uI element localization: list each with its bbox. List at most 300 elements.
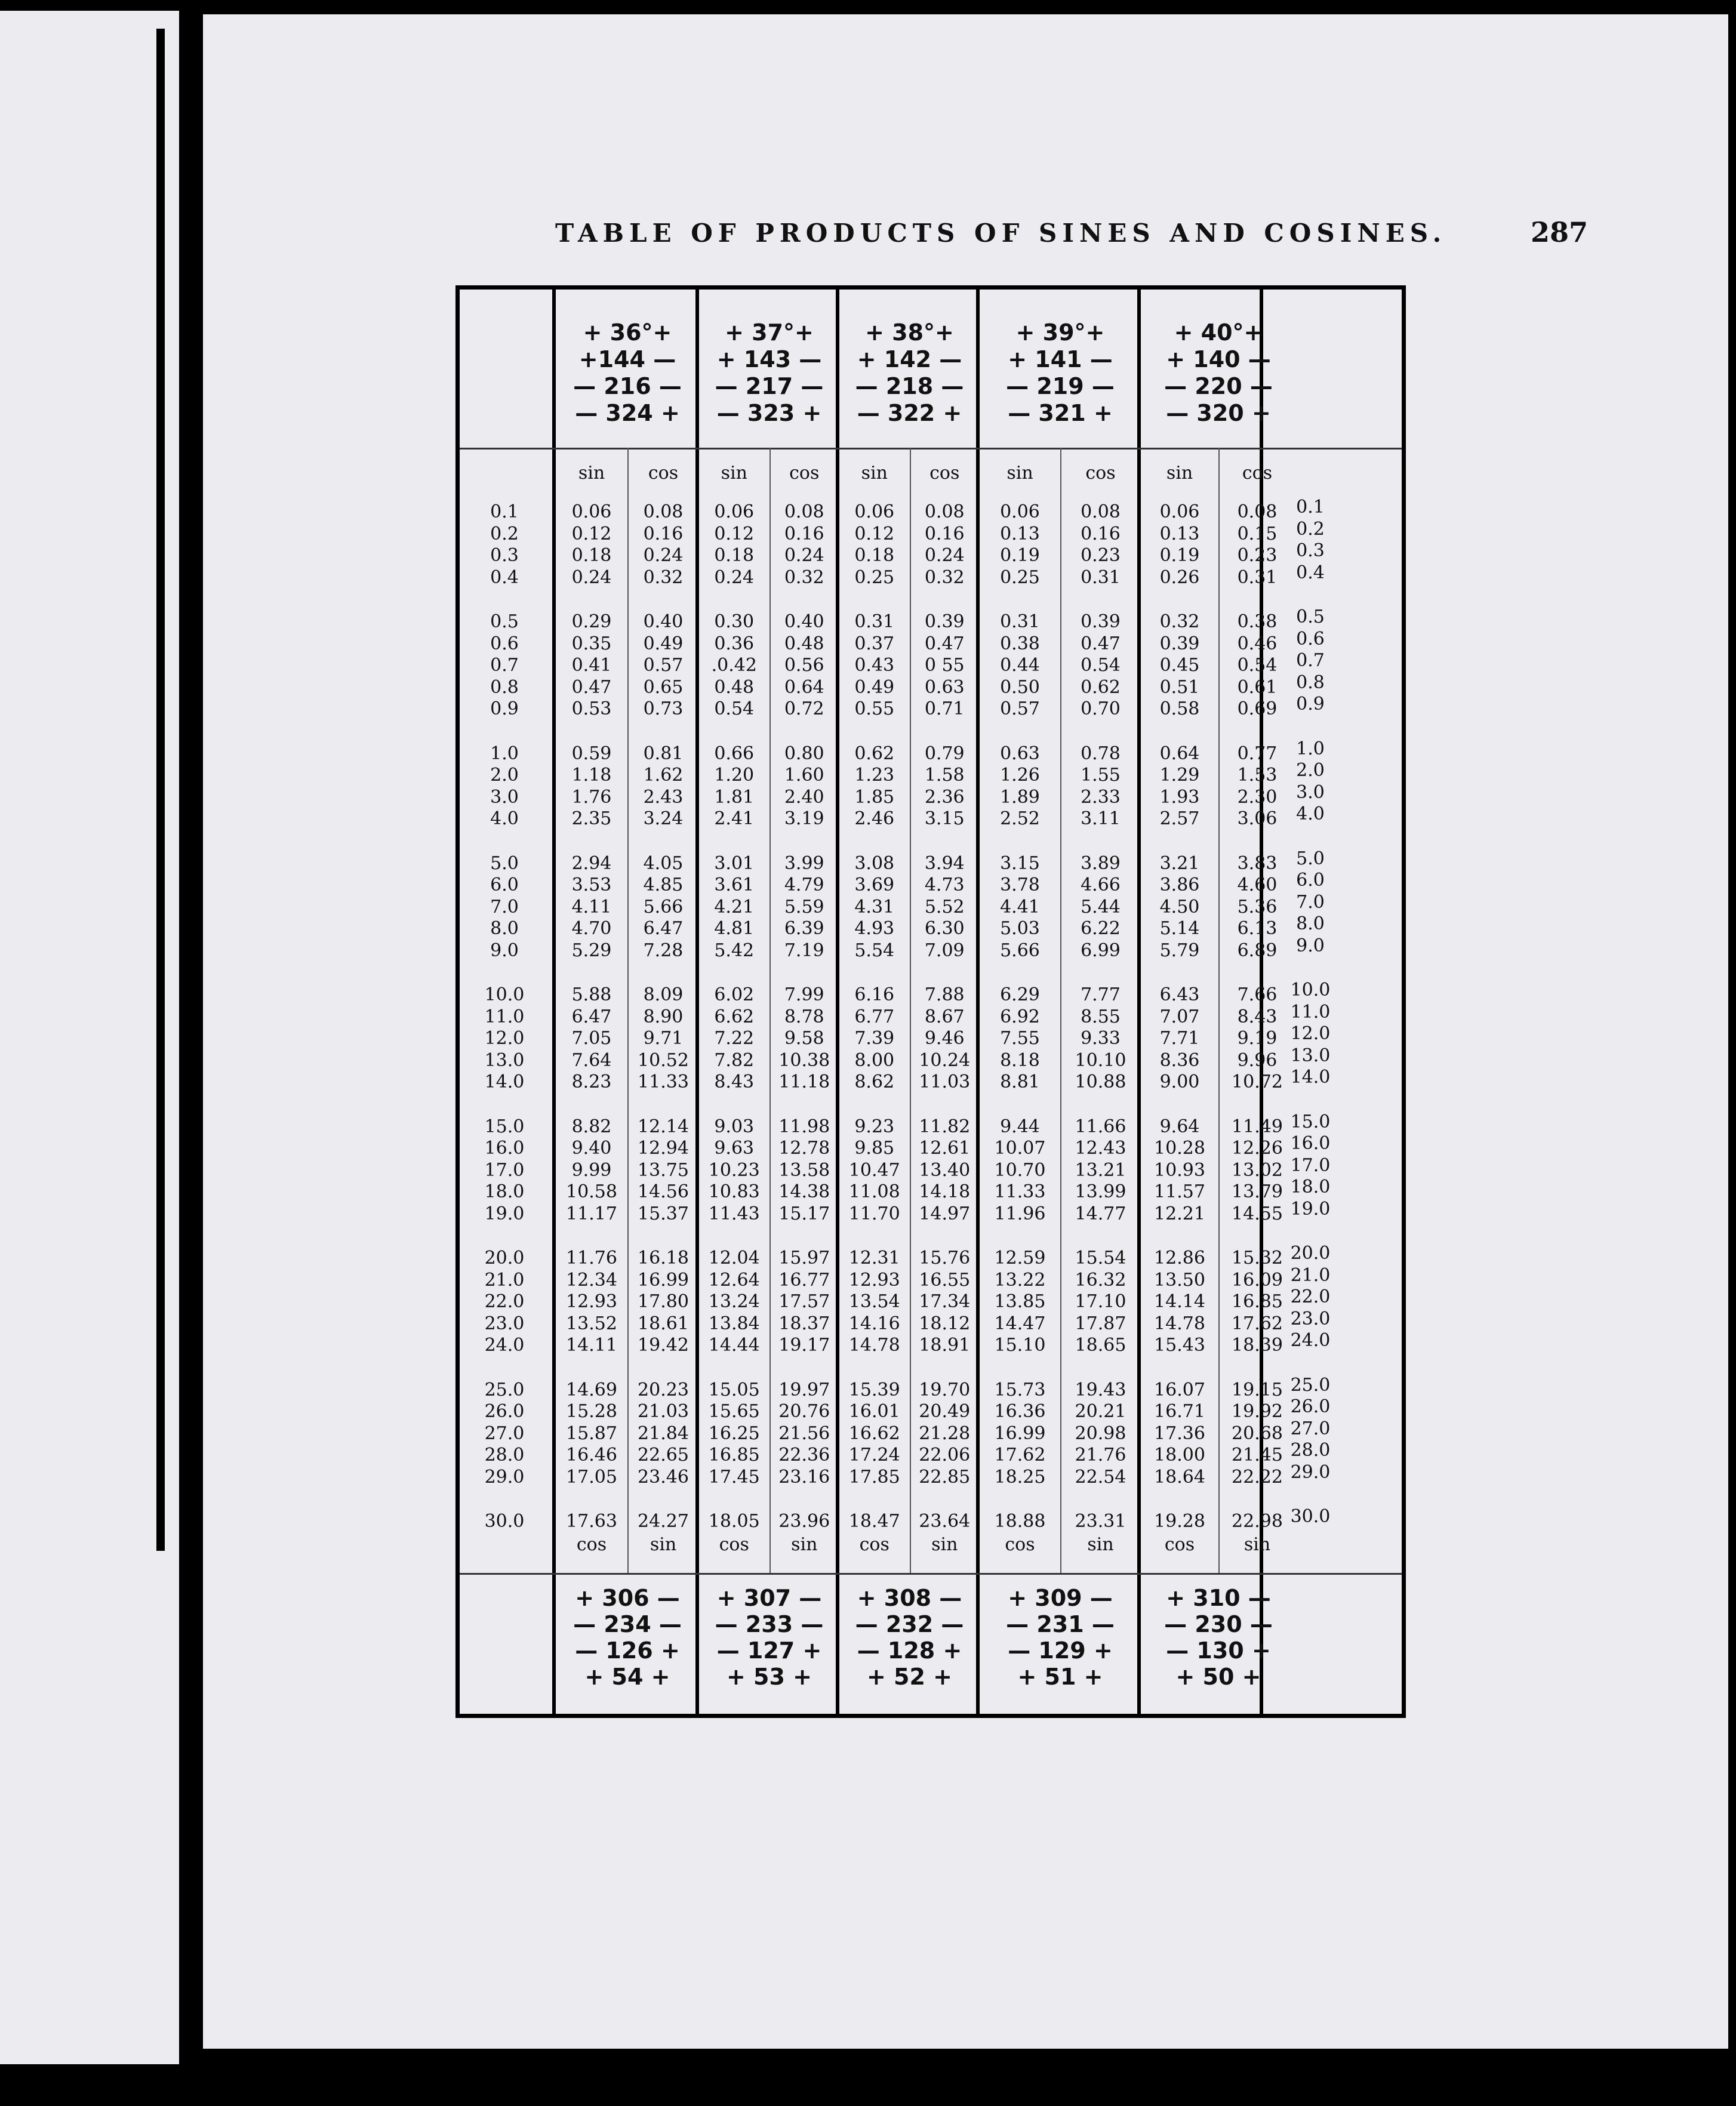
footer-angle-line: — 130 + [1166, 1637, 1271, 1664]
cos-value: 23.46 [638, 1466, 689, 1488]
row-label-left: 21.0 [484, 1269, 525, 1291]
row-label-right: 0.9 [1296, 694, 1325, 715]
sin-value: 0.31 [854, 611, 895, 632]
cos-value: 0.81 [643, 743, 684, 764]
cos-value: 23.96 [778, 1511, 830, 1532]
cos-value: 10.88 [1075, 1072, 1126, 1092]
cos-value: 0.08 [924, 501, 965, 522]
cos-value: 11.33 [638, 1072, 689, 1092]
sin-value: 0.06 [714, 501, 755, 522]
row-label-right: 16.0 [1290, 1133, 1331, 1154]
sin-value: 12.59 [994, 1248, 1046, 1268]
cos-value: 0.38 [1237, 611, 1278, 632]
row-label-left: 23.0 [484, 1313, 525, 1334]
sin-value: 11.17 [566, 1203, 617, 1224]
sin-value: 6.92 [1000, 1006, 1040, 1027]
row-label-left: 0.3 [490, 545, 519, 566]
sin-value: 15.28 [566, 1401, 617, 1422]
sin-value: 3.53 [571, 875, 612, 895]
sin-value: 12.34 [566, 1269, 617, 1291]
sin-value: 4.41 [1000, 896, 1040, 917]
cos-value: 18.37 [778, 1313, 830, 1334]
sin-value: 13.52 [566, 1313, 617, 1334]
sin-value: 3.15 [1000, 852, 1040, 874]
sin-value: 8.23 [571, 1072, 612, 1092]
row-label-left: 25.0 [484, 1379, 525, 1400]
sin-value: 13.22 [994, 1269, 1046, 1291]
sin-value: 6.02 [714, 984, 755, 1005]
cos-value: 23.64 [919, 1511, 971, 1532]
cos-value: 15.32 [1232, 1248, 1283, 1268]
row-label-left: 6.0 [490, 875, 519, 895]
sin-value: 4.21 [714, 896, 755, 917]
sin-value: 17.85 [848, 1466, 900, 1488]
sin-value: 18.47 [848, 1511, 900, 1532]
cos-value: 0.78 [1081, 743, 1121, 764]
sin-value: 9.63 [714, 1138, 755, 1159]
cos-value: 3.83 [1237, 852, 1278, 874]
header-angle-line: — 220 — [1164, 373, 1273, 399]
sin-value: 4.31 [854, 896, 895, 917]
sin-value: 11.57 [1154, 1181, 1205, 1202]
cos-value: 0.08 [1081, 501, 1121, 522]
footer-angle-line: — 127 + [716, 1637, 822, 1664]
row-label-right: 18.0 [1290, 1177, 1331, 1197]
cos-value: 0.70 [1081, 698, 1121, 719]
subcolumn-divider [910, 448, 911, 1573]
cos-value: 8.09 [643, 984, 684, 1005]
facing-page-edge [0, 11, 179, 2064]
cos-value: 14.56 [638, 1181, 689, 1202]
cos-value: 14.18 [919, 1181, 971, 1202]
cos-value: 0.32 [784, 566, 824, 588]
cos-value: 0.39 [1081, 611, 1121, 632]
sin-value: 1.93 [1159, 786, 1200, 808]
sin-value: 0.26 [1159, 566, 1200, 588]
row-label-left: 10.0 [484, 984, 525, 1005]
cos-value: 3.15 [924, 808, 965, 829]
footer-angle-line: + 50 + [1175, 1664, 1261, 1690]
sin-label: sin [791, 1534, 818, 1555]
cos-label: cos [1085, 463, 1116, 484]
footer-angle-line: — 234 — [573, 1611, 682, 1637]
cos-value: 18.91 [919, 1335, 971, 1356]
row-label-left: 4.0 [490, 808, 519, 829]
sin-value: 11.43 [708, 1203, 760, 1224]
row-label-right: 23.0 [1290, 1308, 1331, 1329]
sin-value: 2.35 [571, 808, 612, 829]
footer-angle-line: + 51 + [1017, 1664, 1103, 1690]
sin-value: 6.47 [571, 1006, 612, 1027]
sin-label: sin [578, 463, 605, 484]
footer-rule [460, 1573, 1402, 1575]
row-label-right: 19.0 [1290, 1198, 1331, 1220]
row-label-left: 0.5 [490, 611, 519, 632]
sin-value: 16.36 [994, 1401, 1046, 1422]
cos-value: 22.06 [919, 1445, 971, 1465]
header-angle-line: + 141 — [1008, 346, 1113, 372]
sin-value: 0.47 [571, 676, 612, 698]
cos-value: 0.31 [1081, 566, 1121, 588]
cos-value: 0.47 [924, 633, 965, 654]
cos-value: 7.88 [924, 984, 965, 1005]
cos-value: 5.52 [924, 896, 965, 917]
sin-value: 18.25 [994, 1466, 1046, 1488]
row-label-left: 24.0 [484, 1335, 525, 1356]
row-label-left: 27.0 [484, 1423, 525, 1444]
sin-value: 14.78 [848, 1335, 900, 1356]
cos-value: 8.78 [784, 1006, 824, 1027]
cos-value: 7.99 [784, 984, 824, 1005]
cos-value: 12.14 [638, 1116, 689, 1137]
sin-value: 5.54 [854, 940, 895, 961]
row-label-left: 1.0 [490, 743, 519, 764]
row-label-left: 8.0 [490, 918, 519, 939]
header-angle-line: + 36°+ [583, 319, 672, 346]
cos-value: 22.98 [1232, 1511, 1283, 1532]
cos-value: 23.16 [778, 1466, 830, 1488]
header-angle-line: — 321 + [1008, 400, 1113, 426]
header-angle-line: + 140 — [1166, 346, 1271, 372]
header-angle-line: — 216 — [573, 373, 682, 399]
sin-value: 0.12 [854, 523, 895, 544]
header-angle-line: — 217 — [715, 373, 824, 399]
sin-value: 14.69 [566, 1379, 617, 1400]
sin-value: 1.20 [714, 765, 755, 786]
sin-value: 0.06 [571, 501, 612, 522]
sin-value: 11.76 [566, 1248, 617, 1268]
cos-value: 9.96 [1237, 1049, 1278, 1071]
sin-value: 16.71 [1154, 1401, 1205, 1422]
row-label-right: 3.0 [1296, 781, 1325, 803]
sin-value: 12.64 [708, 1269, 760, 1291]
row-label-left: 26.0 [484, 1401, 525, 1422]
header-angle-line: — 219 — [1006, 373, 1115, 399]
sin-value: 5.42 [714, 940, 755, 961]
cos-value: 17.80 [638, 1291, 689, 1312]
cos-value: 0.64 [784, 676, 824, 698]
sin-value: 7.64 [571, 1049, 612, 1071]
cos-value: 0.63 [924, 676, 965, 698]
sin-value: 0.06 [1159, 501, 1200, 522]
sin-value: 2.94 [571, 852, 612, 874]
cos-value: 13.40 [919, 1159, 971, 1181]
cos-value: 22.85 [919, 1466, 971, 1488]
footer-angle-line: — 230 — [1164, 1611, 1273, 1637]
cos-value: 3.94 [924, 852, 965, 874]
cos-value: 11.49 [1232, 1116, 1283, 1137]
sin-value: 9.00 [1159, 1072, 1200, 1092]
sin-value: 14.44 [708, 1335, 760, 1356]
sin-label: sin [1006, 463, 1033, 484]
cos-value: 0.72 [784, 698, 824, 719]
sin-value: 0.18 [714, 545, 755, 566]
row-label-right: 0.7 [1296, 650, 1325, 671]
sin-value: 9.40 [571, 1138, 612, 1159]
sin-value: 3.86 [1159, 875, 1200, 895]
cos-value: 10.24 [919, 1049, 971, 1071]
cos-value: 20.68 [1232, 1423, 1283, 1444]
cos-value: 4.60 [1237, 875, 1278, 895]
cos-value: 13.75 [638, 1159, 689, 1181]
cos-value: 0.16 [643, 523, 684, 544]
column-footer [980, 1585, 1141, 1704]
sin-value: 15.73 [994, 1379, 1046, 1400]
sin-value: 6.16 [854, 984, 895, 1005]
sin-value: 17.62 [994, 1445, 1046, 1465]
cos-value: 14.38 [778, 1181, 830, 1202]
cos-value: 8.67 [924, 1006, 965, 1027]
column-header [556, 319, 699, 451]
sin-value: 0.41 [571, 655, 612, 676]
sin-value: 10.28 [1154, 1138, 1205, 1159]
sin-value: 5.03 [1000, 918, 1040, 939]
sin-value: 1.89 [1000, 786, 1040, 808]
sin-value: 0.54 [714, 698, 755, 719]
cos-value: 0.56 [784, 655, 824, 676]
sin-value: 0.18 [854, 545, 895, 566]
footer-angle-line: — 129 + [1008, 1637, 1113, 1664]
sin-label: sin [721, 463, 747, 484]
cos-value: 17.57 [778, 1291, 830, 1312]
footer-angle-line: + 52 + [866, 1664, 953, 1690]
sin-value: 0.36 [714, 633, 755, 654]
sin-value: 8.81 [1000, 1072, 1040, 1092]
cos-value: 2.30 [1237, 786, 1278, 808]
row-label-left: 30.0 [484, 1511, 525, 1532]
sin-value: 17.45 [708, 1466, 760, 1488]
sin-value: 16.25 [708, 1423, 760, 1444]
row-label-left: 0.6 [490, 633, 519, 654]
cos-value: 0 55 [924, 655, 965, 676]
sin-label: sin [931, 1534, 958, 1555]
sin-value: 17.63 [566, 1511, 617, 1532]
cos-value: 11.82 [919, 1116, 971, 1137]
row-label-left: 0.8 [490, 676, 519, 698]
column-footer [1141, 1585, 1296, 1704]
page-title: TABLE OF PRODUCTS OF SINES AND COSINES. [555, 218, 1447, 248]
cos-value: 0.80 [784, 743, 824, 764]
cos-value: 0.39 [924, 611, 965, 632]
sin-value: 8.62 [854, 1072, 895, 1092]
sin-value: 6.62 [714, 1006, 755, 1027]
sin-value: 0.18 [571, 545, 612, 566]
cos-value: 0.47 [1081, 633, 1121, 654]
subcolumn-divider [1218, 448, 1220, 1573]
row-label-right: 0.8 [1296, 672, 1325, 693]
row-label-right: 10.0 [1290, 980, 1331, 1000]
cos-value: 15.37 [638, 1203, 689, 1224]
cos-value: 7.28 [643, 940, 684, 961]
sin-value: 4.70 [571, 918, 612, 939]
cos-value: 21.03 [638, 1401, 689, 1422]
cos-value: 17.87 [1075, 1313, 1126, 1334]
page-number: 287 [1530, 216, 1588, 248]
cos-value: 7.09 [924, 940, 965, 961]
cos-value: 12.26 [1232, 1138, 1283, 1159]
cos-value: 0.57 [643, 655, 684, 676]
row-label-left: 15.0 [484, 1116, 525, 1137]
row-label-right: 11.0 [1290, 1001, 1331, 1023]
cos-value: 6.39 [784, 918, 824, 939]
cos-value: 15.17 [778, 1203, 830, 1224]
sin-value: 0.19 [1159, 545, 1200, 566]
cos-value: 12.78 [778, 1138, 830, 1159]
row-label-left: 12.0 [484, 1028, 525, 1049]
sin-label: sin [1243, 1534, 1271, 1555]
sin-value: 4.11 [571, 896, 612, 917]
cos-value: 1.53 [1237, 765, 1278, 786]
sin-value: 9.85 [854, 1138, 895, 1159]
row-label-left: 0.1 [490, 501, 519, 522]
cos-label: cos [1242, 463, 1273, 484]
sin-value: .0.42 [711, 655, 757, 676]
row-label-right: 12.0 [1290, 1023, 1331, 1044]
cos-value: 8.43 [1237, 1006, 1278, 1027]
cos-value: 14.55 [1232, 1203, 1283, 1224]
cos-value: 20.98 [1075, 1423, 1126, 1444]
cos-value: 21.45 [1232, 1445, 1283, 1465]
sin-value: 8.00 [854, 1049, 895, 1071]
cos-value: 0.73 [643, 698, 684, 719]
sin-label: sin [1087, 1534, 1114, 1555]
sin-value: 10.23 [708, 1159, 760, 1181]
cos-value: 3.99 [784, 852, 824, 874]
cos-label: cos [789, 463, 820, 484]
sin-label: sin [1166, 463, 1193, 484]
cos-value: 19.42 [638, 1335, 689, 1356]
cos-value: 9.58 [784, 1028, 824, 1049]
cos-value: 22.54 [1075, 1466, 1126, 1488]
sin-value: 3.69 [854, 875, 895, 895]
sin-value: 1.23 [854, 765, 895, 786]
sin-value: 0.49 [854, 676, 895, 698]
cos-value: 8.55 [1081, 1006, 1121, 1027]
column-header [1141, 319, 1296, 451]
cos-label: cos [859, 1534, 889, 1555]
sin-value: 11.96 [994, 1203, 1046, 1224]
sin-value: 1.29 [1159, 765, 1200, 786]
sin-value: 7.22 [714, 1028, 755, 1049]
sin-value: 7.07 [1159, 1006, 1200, 1027]
cos-value: 0.24 [643, 545, 684, 566]
sin-value: 7.71 [1159, 1028, 1200, 1049]
cos-value: 3.89 [1081, 852, 1121, 874]
row-label-right: 0.1 [1296, 497, 1325, 518]
cos-value: 10.72 [1232, 1072, 1283, 1092]
cos-value: 5.36 [1237, 896, 1278, 917]
column-divider [1137, 290, 1141, 1714]
sin-value: 9.44 [1000, 1116, 1040, 1137]
sin-value: 11.08 [848, 1181, 900, 1202]
sin-value: 0.37 [854, 633, 895, 654]
cos-value: 19.92 [1232, 1401, 1283, 1422]
footer-angle-line: + 306 — [575, 1585, 680, 1611]
sin-value: 19.28 [1154, 1511, 1205, 1532]
sin-value: 0.30 [714, 611, 755, 632]
column-footer [556, 1585, 699, 1704]
cos-value: 16.18 [638, 1248, 689, 1268]
subcolumn-divider [627, 448, 629, 1573]
row-label-left: 19.0 [484, 1203, 525, 1224]
cos-value: 20.76 [778, 1401, 830, 1422]
cos-value: 4.73 [924, 875, 965, 895]
sin-value: 0.25 [854, 566, 895, 588]
sin-value: 7.55 [1000, 1028, 1040, 1049]
cos-value: 0.46 [1237, 633, 1278, 654]
cos-value: 7.19 [784, 940, 824, 961]
subcolumn-divider [769, 448, 771, 1573]
sin-value: 10.47 [848, 1159, 900, 1181]
cos-value: 15.76 [919, 1248, 971, 1268]
sin-value: 8.43 [714, 1072, 755, 1092]
sin-value: 0.43 [854, 655, 895, 676]
row-label-left: 0.2 [490, 523, 519, 544]
cos-value: 0.31 [1237, 566, 1278, 588]
sin-value: 18.05 [708, 1511, 760, 1532]
row-label-left: 5.0 [490, 852, 519, 874]
cos-value: 17.10 [1075, 1291, 1126, 1312]
cos-value: 11.18 [778, 1072, 830, 1092]
running-head [555, 216, 1588, 248]
sin-value: 16.46 [566, 1445, 617, 1465]
cos-value: 0.16 [1081, 523, 1121, 544]
cos-value: 20.49 [919, 1401, 971, 1422]
cos-value: 11.03 [919, 1072, 971, 1092]
column-footer [839, 1585, 980, 1704]
header-angle-line: — 323 + [716, 400, 822, 426]
sin-value: 2.57 [1159, 808, 1200, 829]
sin-value: 3.01 [714, 852, 755, 874]
sin-value: 9.03 [714, 1116, 755, 1137]
cos-value: 10.10 [1075, 1049, 1126, 1071]
sin-value: 0.63 [1000, 743, 1040, 764]
sin-value: 2.41 [714, 808, 755, 829]
row-label-left: 0.9 [490, 698, 519, 719]
cos-value: 1.60 [784, 765, 824, 786]
sin-value: 9.23 [854, 1116, 895, 1137]
cos-value: 20.23 [638, 1379, 689, 1400]
sin-value: 9.99 [571, 1159, 612, 1181]
row-label-right: 0.3 [1296, 540, 1325, 561]
sin-value: 14.14 [1154, 1291, 1205, 1312]
sin-value: 17.24 [848, 1445, 900, 1465]
header-angle-line: — 322 + [857, 400, 962, 426]
cos-value: 21.56 [778, 1423, 830, 1444]
sin-value: 14.16 [848, 1313, 900, 1334]
products-table [455, 285, 1406, 1718]
cos-value: 10.38 [778, 1049, 830, 1071]
row-label-right: 24.0 [1290, 1330, 1331, 1351]
cos-value: 19.97 [778, 1379, 830, 1400]
cos-value: 18.61 [638, 1313, 689, 1334]
sin-value: 13.85 [994, 1291, 1046, 1312]
sin-value: 12.04 [708, 1248, 760, 1268]
sin-value: 1.26 [1000, 765, 1040, 786]
row-label-left: 16.0 [484, 1138, 525, 1159]
sin-value: 0.06 [1000, 501, 1040, 522]
cos-value: 5.44 [1081, 896, 1121, 917]
sin-value: 15.05 [708, 1379, 760, 1400]
sin-value: 8.36 [1159, 1049, 1200, 1071]
cos-value: 13.21 [1075, 1159, 1126, 1181]
sin-label: sin [650, 1534, 677, 1555]
cos-value: 10.52 [638, 1049, 689, 1071]
cos-value: 6.89 [1237, 940, 1278, 961]
sin-value: 1.76 [571, 786, 612, 808]
sin-value: 0.44 [1000, 655, 1040, 676]
row-label-left: 7.0 [490, 896, 519, 917]
